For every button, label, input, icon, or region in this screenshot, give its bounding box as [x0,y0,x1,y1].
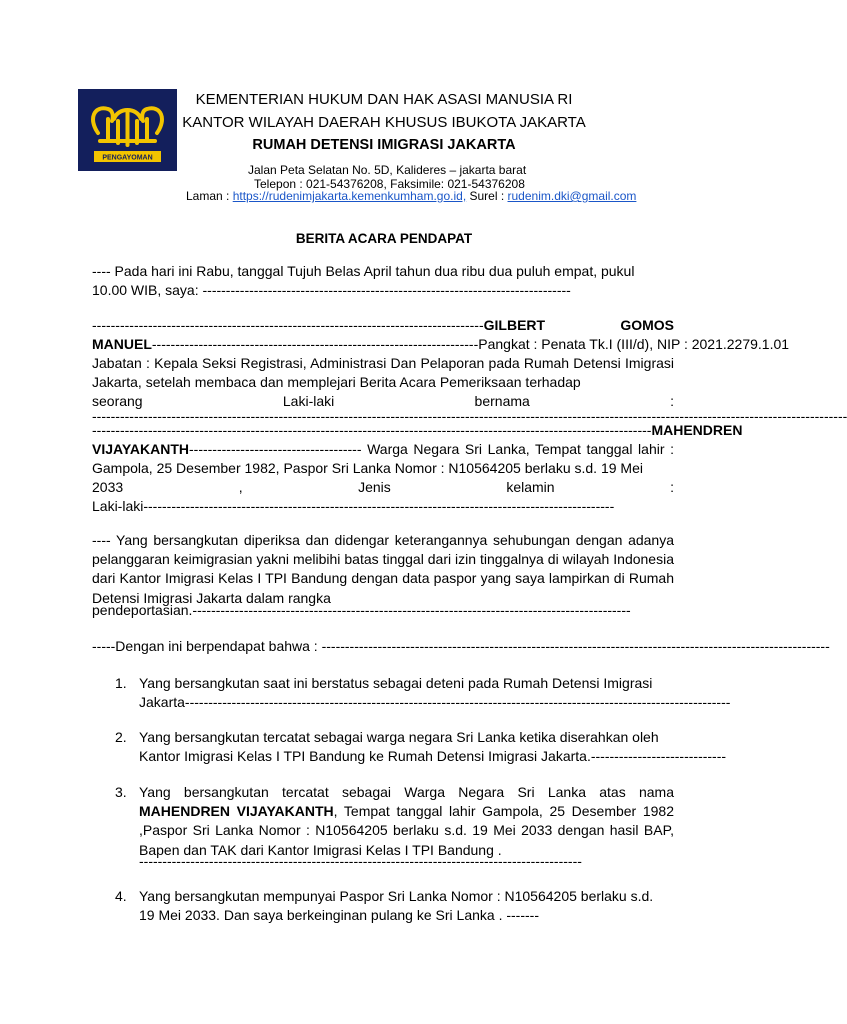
examination-paragraph: ---- Yang bersangkutan diperiksa dan didengar keterangannya sehubungan dengan adanya pelanggaran keimigrasian yakni melibihi batas tinggal dari izin tinggalnya di wilayah Indonesia dari Kantor Imigrasi Kelas I TPI Bandung dengan data paspor yang saya lampirkan di Rumah Detensi Imigrasi Jakarta dalam rangka [92,532,674,606]
item-3-name: MAHENDREN VIJAYAKANTH [139,803,334,820]
ministry-name: KEMENTERIAN HUKUM DAN HAK ASASI MANUSIA RI [195,91,573,108]
officer-pangkat-line: MANUEL ---------------------------------------------------------------------- Pangkat : Penata Tk.I (III/d), NIP : 2021.2279.1.01 [92,335,674,354]
surel-label: Surel : [466,189,508,203]
item-3-dashes: ----------------------------------------------------------------------------------------------- [139,853,582,869]
dash-line: ------------------------------------------------------------------------------------------------------------------------------------------------------------------ [92,408,847,424]
officer-last-name: GOMOS [620,317,674,333]
subject-last-name: VIJAYAKANTH [92,441,189,457]
website-link[interactable]: https://rudenimjakarta.kemenkumham.go.id, [232,189,467,203]
subject-first-name: MAHENDREN [651,422,743,438]
subject-year-line: 2033 , Jenis kelamin : [92,479,674,495]
laman-label: Laman : [186,189,233,203]
regional-office-name: KANTOR WILAYAH DAERAH KHUSUS IBUKOTA JAKARTA [182,114,586,131]
office-address: Jalan Peta Selatan No. 5D, Kalideres – jakarta barat [248,163,527,177]
item-4-last: 19 Mei 2033. Dan saya berkeinginan pulang ke Sri Lanka . ------- [139,907,539,923]
logo-text: PENGAYOMAN [102,154,153,162]
examination-paragraph-end: pendeportasian.---------------------------------------------------------------------------------------------- [92,602,631,618]
officer-pangkat: Pangkat : Penata Tk.I (III/d), NIP : 2021.2279.1.01 [478,336,790,352]
office-contact [186,189,636,203]
subject-name-line: ------------------------------------------------------------------------------------------------------------------------ MAHENDREN [92,421,674,440]
seorang-line: seorang Laki-laki bernama : [92,393,674,409]
subject-details: VIJAYAKANTH------------------------------------- Warga Negara Sri Lanka, Tempat tanggal lahir : Gampola, 25 Desember 1982, Paspor Sri Lanka Nomor : N10564205 berlaku s.d. 19 Mei [92,441,674,477]
opinion-intro: -----Dengan ini berpendapat bahwa : ------------------------------------------------------------------------------------------------------------- [92,638,830,654]
item-2-text: Yang bersangkutan tercatat sebagai warga negara Sri Lanka ketika diserahkan oleh [139,729,659,745]
officer-manuel: MANUEL [92,336,152,352]
officer-first-name: GILBERT [483,317,546,333]
item-1-last: Jakarta--------------------------------------------------------------------------------------------------------------------- [139,694,731,710]
item-1-text: Yang bersangkutan saat ini berstatus sebagai deteni pada Rumah Detensi Imigrasi [139,675,653,691]
item-1-number: 1. [115,675,127,691]
document-title: BERITA ACARA PENDAPAT [295,231,473,246]
item-3-text: Yang bersangkutan tercatat sebagai Warga Negara Sri Lanka atas nama MAHENDREN VIJAYAKANTH, Tempat tanggal lahir Gampola, 25 Desember 1982 ,Paspor Sri Lanka Nomor : N10564205 berlaku s.d. 19 Mei 2033 dengan hasil BAP, Bapen dan TAK dari Kantor Imigrasi Kelas I TPI Bandung . [139,784,675,858]
item-4-text: Yang bersangkutan mempunyai Paspor Sri Lanka Nomor : N10564205 berlaku s.d. [139,888,654,904]
item-2-number: 2. [115,729,127,745]
officer-name-line: ------------------------------------------------------------------------------------ GILBERT GOMOS [92,316,674,335]
opening-line-1 [92,262,674,281]
office-name: RUMAH DETENSI IMIGRASI JAKARTA [252,137,516,153]
email-link[interactable]: rudenim.dki@gmail.com [507,189,637,203]
item-2-last: Kantor Imigrasi Kelas I TPI Bandung ke Rumah Detensi Imigrasi Jakarta.----------------------------- [139,748,727,764]
officer-jabatan: Jabatan : Kepala Seksi Registrasi, Administrasi Dan Pelaporan pada Rumah Detensi Imigrasi Jakarta, setelah membaca dan memplejari Berita Acara Pemeriksaan terhadap [92,355,674,391]
opening-line-2: 10.00 WIB, saya: ------------------------------------------------------------------------------- [92,282,571,298]
item-3-number: 3. [115,784,127,800]
subject-sex-line: Laki-laki----------------------------------------------------------------------------------------------------- [92,498,615,514]
office-phone: Telepon : 021-54376208, Faksimile: 021-54376208 [254,177,525,191]
opening-text-1: ---- Pada hari ini Rabu, tanggal Tujuh Belas April tahun dua ribu dua puluh empat, pukul [92,263,635,279]
item-4-number: 4. [115,888,127,904]
